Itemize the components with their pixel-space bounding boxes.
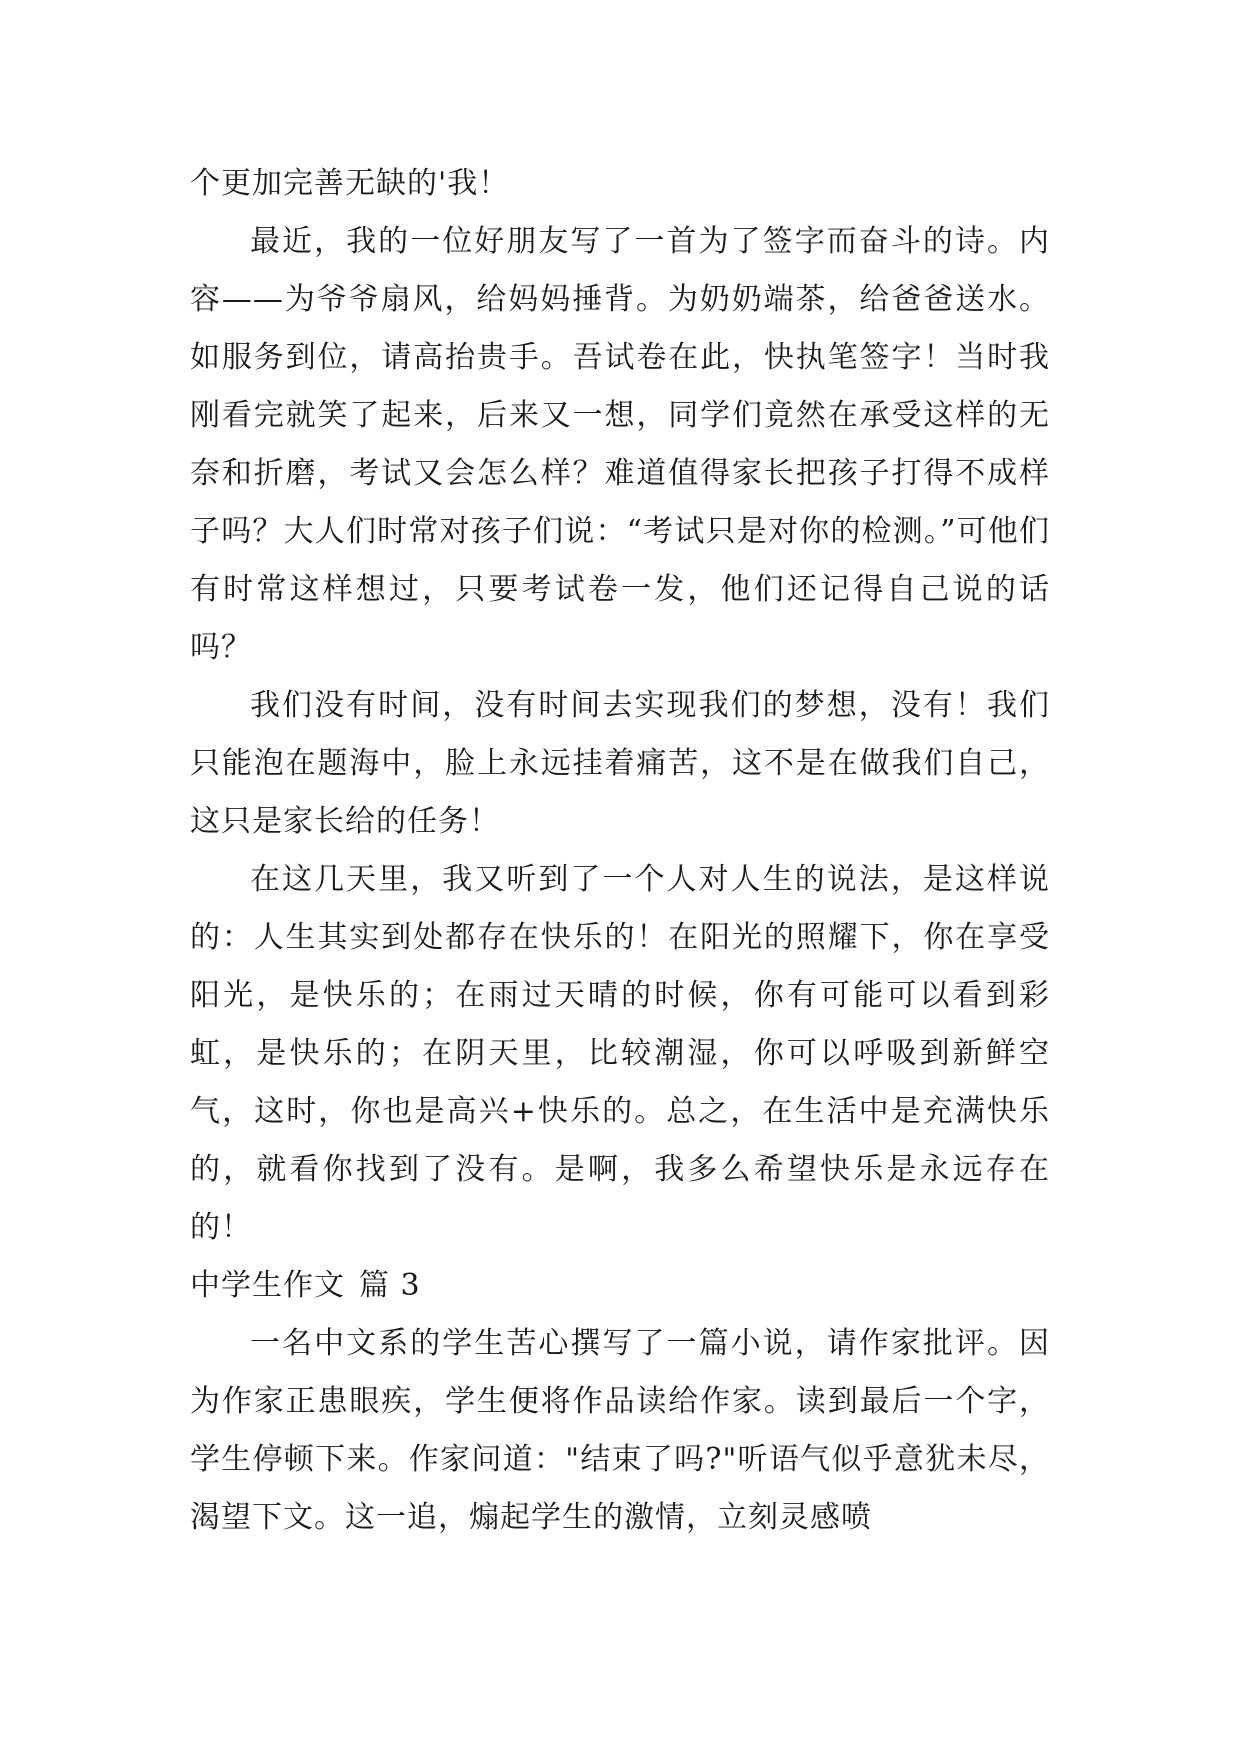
paragraph-continuation: 个更加完善无缺的'我！ [190,166,510,201]
paragraph-student-novel: 一名中文系的学生苦心撰写了一篇小说，请作家批评。因为作家正患眼疾，学生便将作品读给作家。读到最后一个字，学生停顿下来。作家问道："结束了吗?"听语气似乎意犹未尽，渴望下文。这一追，煽起学生的激情，立刻灵感喷 [190,1326,1050,1535]
paragraph-no-time: 我们没有时间，没有时间去实现我们的梦想，没有！我们只能泡在题海中，脸上永远挂着痛苦，这不是在做我们自己，这只是家长给的任务！ [190,688,1050,839]
section-heading-number: 篇 3 [359,1268,421,1303]
section-heading-title: 中学生作文 [190,1268,345,1303]
document-body [190,155,1050,1547]
section-heading [190,1257,1050,1315]
paragraph-signature-poem: 最近，我的一位好朋友写了一首为了签字而奋斗的诗。内容——为爷爷扇风，给妈妈捶背。为奶奶端茶，给爸爸送水。如服务到位，请高抬贵手。吾试卷在此，快执笔签字！当时我刚看完就笑了起来，后来又一想，同学们竟然在承受这样的无奈和折磨，考试又会怎么样？难道值得家长把孩子打得不成样子吗？大人们时常对孩子们说：“考试只是对你的检测。”可他们有时常这样想过，只要考试卷一发，他们还记得自己说的话吗？ [190,224,1050,665]
paragraph-happiness: 在这几天里，我又听到了一个人对人生的说法，是这样说的：人生其实到处都存在快乐的！在阳光的照耀下，你在享受阳光，是快乐的；在雨过天晴的时候，你有可能可以看到彩虹，是快乐的；在阴天里，比较潮湿，你可以呼吸到新鲜空气，这时，你也是高兴+快乐的。总之，在生活中是充满快乐的，就看你找到了没有。是啊，我多么希望快乐是永远存在的！ [190,862,1050,1245]
